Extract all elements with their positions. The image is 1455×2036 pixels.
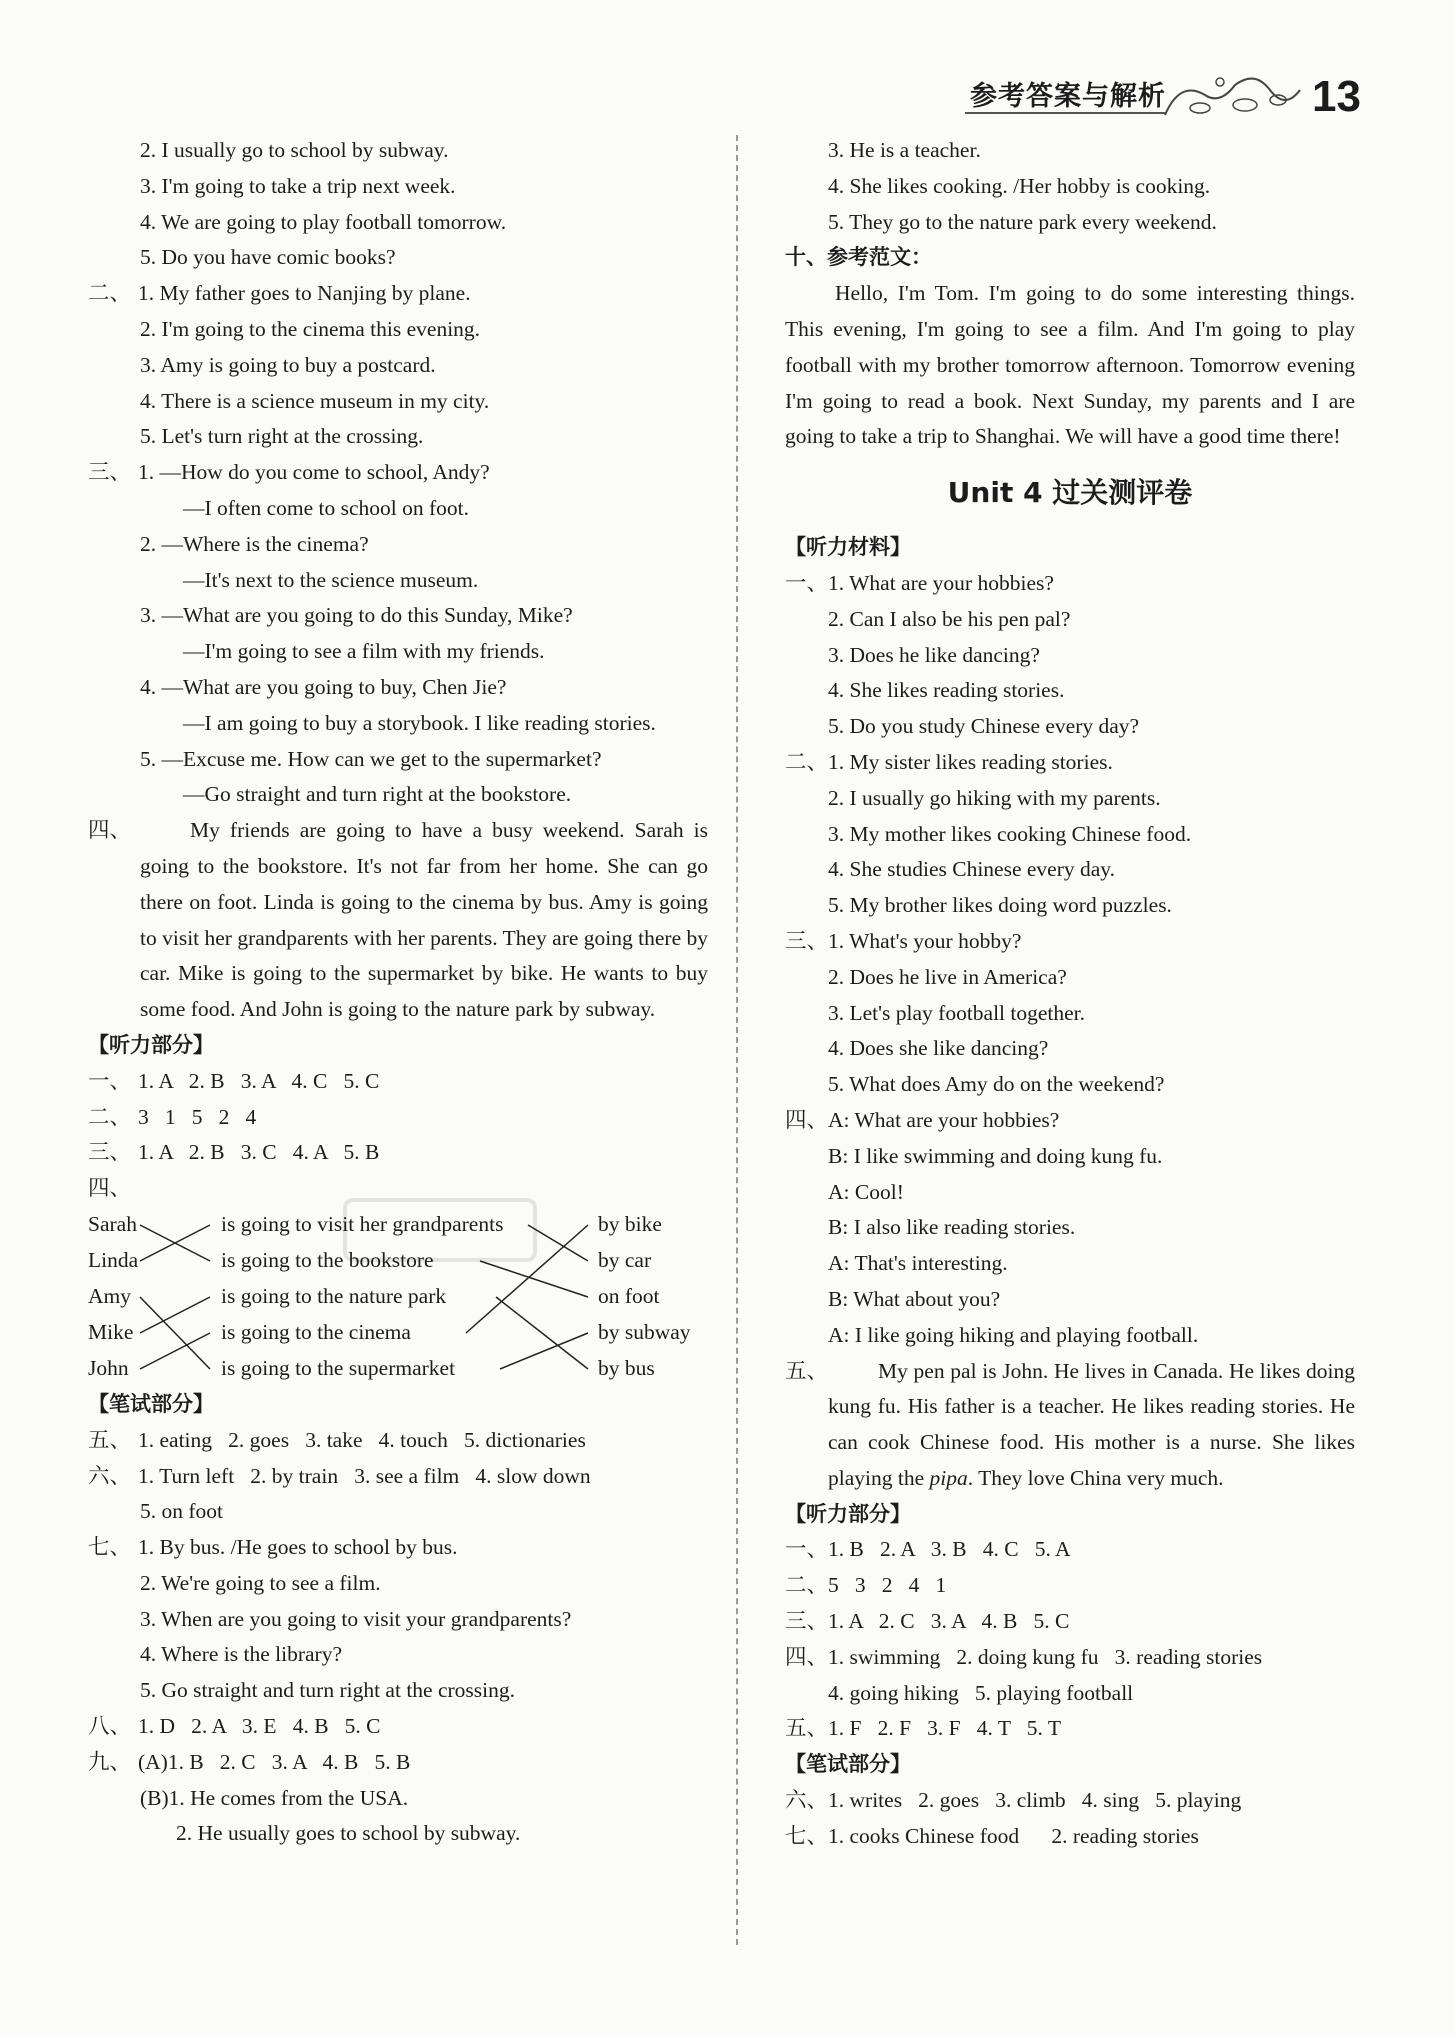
- script-line: 4. She studies Chinese every day.: [828, 857, 1116, 882]
- script-line: 5. My brother likes doing word puzzles.: [828, 893, 1172, 918]
- listening-section-header: 【听力部分】: [785, 1501, 911, 1526]
- script-line: 2. Does he live in America?: [828, 964, 1067, 989]
- dialogue-line: 1. —How do you come to school, Andy?: [138, 460, 490, 485]
- dialogue-line: 5. —Excuse me. How can we get to the supermarket?: [140, 746, 602, 771]
- dialogue-line: —I often come to school on foot.: [183, 495, 470, 520]
- answer-line: 2. I'm going to the cinema this evening.: [140, 316, 481, 341]
- section-marker: 一、: [88, 1068, 132, 1093]
- section-marker: 三、: [785, 1609, 829, 1634]
- match-name: John: [88, 1355, 129, 1380]
- section-marker: 四、: [785, 1644, 829, 1669]
- answer-line: 3. Amy is going to buy a postcard.: [140, 352, 436, 377]
- matching-exercise: [88, 1207, 708, 1387]
- column-divider: [736, 135, 738, 1945]
- answer-line: 4. going hiking 5. playing football: [828, 1680, 1134, 1705]
- answer-line: 2. He usually goes to school by subway.: [176, 1821, 521, 1846]
- answer-line: 5. Go straight and turn right at the crossing.: [140, 1678, 515, 1703]
- script-line: 4. Does she like dancing?: [828, 1036, 1049, 1061]
- written-section-header: 【笔试部分】: [88, 1391, 214, 1416]
- dialogue-line: A: Cool!: [828, 1179, 904, 1204]
- answer-line: 1. D 2. A 3. E 4. B 5. C: [138, 1714, 381, 1739]
- section-marker: 六、: [785, 1788, 829, 1813]
- match-phrase: is going to the bookstore: [221, 1247, 434, 1272]
- listening-section-header: 【听力部分】: [88, 1032, 214, 1057]
- script-line: 3. Let's play football together.: [828, 1000, 1086, 1025]
- dialogue-line: B: I like swimming and doing kung fu.: [828, 1143, 1163, 1168]
- page-number: 13: [1312, 72, 1361, 121]
- dialogue-line: —Go straight and turn right at the bookstore.: [183, 782, 572, 807]
- script-line: 1. What are your hobbies?: [828, 570, 1054, 595]
- answer-line: 5. on foot: [140, 1499, 224, 1524]
- script-line: 3. My mother likes cooking Chinese food.: [828, 821, 1192, 846]
- answer-line: 3. When are you going to visit your grandparents?: [140, 1606, 572, 1631]
- answer-line: 5 3 2 4 1: [828, 1573, 947, 1598]
- script-line: 2. Can I also be his pen pal?: [828, 606, 1071, 631]
- answer-line: 1. My father goes to Nanjing by plane.: [138, 281, 471, 306]
- answer-line: 5. Do you have comic books?: [140, 245, 396, 270]
- answer-line: 2. I usually go to school by subway.: [140, 138, 449, 162]
- answer-line: 1. A 2. C 3. A 4. B 5. C: [828, 1609, 1070, 1634]
- answer-line: 2. We're going to see a film.: [140, 1570, 381, 1595]
- match-phrase: is going to the nature park: [221, 1283, 447, 1308]
- answer-line: 1. A 2. B 3. C 4. A 5. B: [138, 1140, 380, 1165]
- answer-line: 1. eating 2. goes 3. take 4. touch 5. dictionaries: [138, 1427, 586, 1452]
- section-marker: 三、: [88, 460, 132, 485]
- dialogue-line: A: I like going hiking and playing football.: [828, 1322, 1199, 1347]
- answer-line: 1. F 2. F 3. F 4. T 5. T: [828, 1716, 1061, 1741]
- page-header: [0, 70, 1455, 130]
- section-marker: 四、: [785, 1107, 829, 1132]
- answer-line: 1. swimming 2. doing kung fu 3. reading stories: [828, 1644, 1263, 1669]
- answer-line: 1. writes 2. goes 3. climb 4. sing 5. playing: [828, 1788, 1242, 1813]
- section-marker: 五、: [785, 1716, 829, 1741]
- answer-line: 1. Turn left 2. by train 3. see a film 4. slow down: [138, 1463, 591, 1488]
- section-marker: 四、: [88, 1176, 132, 1201]
- section-marker: 二、: [785, 1573, 829, 1598]
- section-marker: 一、: [785, 1537, 829, 1562]
- dialogue-line: 4. —What are you going to buy, Chen Jie?: [140, 674, 507, 699]
- section-marker: 六、: [88, 1463, 132, 1488]
- dialogue-line: A: What are your hobbies?: [828, 1107, 1060, 1132]
- dialogue-line: —I am going to buy a storybook. I like reading stories.: [183, 710, 656, 735]
- answer-line: 3 1 5 2 4: [138, 1104, 257, 1129]
- match-name: Linda: [88, 1247, 139, 1272]
- answer-line: 1. By bus. /He goes to school by bus.: [138, 1535, 458, 1560]
- answer-line: 4. There is a science museum in my city.: [140, 388, 490, 413]
- dialogue-line: 2. —Where is the cinema?: [140, 531, 369, 556]
- match-phrase: is going to visit her grandparents: [221, 1211, 504, 1236]
- section-marker: 七、: [88, 1535, 132, 1560]
- passage-paragraph: My pen pal is John. He lives in Canada. He likes doing kung fu. His father is a teacher. He likes reading stories. He can cook Chinese food. His mother is a nurse. She likes playing the pipa. They love China very much.: [828, 1358, 1355, 1490]
- written-section-header: 【笔试部分】: [785, 1752, 911, 1777]
- sample-essay-title: 十、参考范文：: [785, 245, 932, 270]
- section-marker: 八、: [88, 1714, 132, 1739]
- dialogue-line: B: I also like reading stories.: [828, 1215, 1076, 1240]
- unit-title: Unit 4 过关测评卷: [947, 476, 1193, 510]
- match-transport: on foot: [598, 1283, 660, 1308]
- match-name: Mike: [88, 1319, 134, 1344]
- decorative-swirl-icon: [1160, 70, 1310, 125]
- answer-line: 1. B 2. A 3. B 4. C 5. A: [828, 1537, 1071, 1562]
- listening-material-header: 【听力材料】: [785, 535, 911, 560]
- passage-paragraph: My friends are going to have a busy weekend. Sarah is going to the bookstore. It's not far from her home. She can go there on foot. Linda is going to the cinema by bus. Amy is going to visit her grandparents with her parents. They are going there by car. Mike is going to the supermarket by bike. He wants to buy some food. And John is going to the nature park by subway.: [140, 818, 708, 1022]
- dialogue-line: B: What about you?: [828, 1286, 1001, 1311]
- script-line: 5. What does Amy do on the weekend?: [828, 1072, 1165, 1097]
- section-marker: 二、: [88, 281, 132, 306]
- answer-line: 5. They go to the nature park every weekend.: [828, 209, 1217, 234]
- section-marker: 三、: [785, 928, 829, 953]
- section-marker: 三、: [88, 1140, 132, 1165]
- section-marker: 四、: [88, 818, 132, 843]
- match-phrase: is going to the supermarket: [221, 1355, 456, 1380]
- sample-essay-paragraph: Hello, I'm Tom. I'm going to do some interesting things. This evening, I'm going to see a film. And I'm going to play football with my brother tomorrow afternoon. Tomorrow evening I'm going to read a book. Next Sunday, my parents and I are going to take a trip to Shanghai. We will have a good time there!: [785, 281, 1355, 449]
- answer-line: 3. He is a teacher.: [828, 138, 981, 162]
- answer-line: (A)1. B 2. C 3. A 4. B 5. B: [138, 1749, 411, 1774]
- section-marker: 五、: [88, 1427, 132, 1452]
- script-line: 5. Do you study Chinese every day?: [828, 714, 1140, 739]
- dialogue-line: A: That's interesting.: [828, 1251, 1008, 1276]
- section-marker: 五、: [785, 1358, 829, 1383]
- match-name: Sarah: [88, 1211, 137, 1236]
- answer-line: 4. Where is the library?: [140, 1642, 342, 1667]
- section-marker: 七、: [785, 1823, 829, 1848]
- answer-line: 1. A 2. B 3. A 4. C 5. C: [138, 1068, 380, 1093]
- left-column: [88, 133, 708, 1852]
- answer-line: 4. We are going to play football tomorrow.: [140, 209, 507, 234]
- match-transport: by bus: [598, 1355, 655, 1380]
- match-transport: by bike: [598, 1211, 662, 1236]
- script-line: 1. My sister likes reading stories.: [828, 749, 1113, 774]
- answer-line: (B)1. He comes from the USA.: [140, 1785, 409, 1810]
- section-marker: 二、: [88, 1104, 132, 1129]
- answer-line: 3. I'm going to take a trip next week.: [140, 173, 456, 198]
- answer-line: 1. cooks Chinese food 2. reading stories: [828, 1823, 1199, 1848]
- match-phrase: is going to the cinema: [221, 1319, 411, 1344]
- section-marker: 二、: [785, 749, 829, 774]
- script-line: 2. I usually go hiking with my parents.: [828, 785, 1161, 810]
- answer-line: 5. Let's turn right at the crossing.: [140, 424, 424, 449]
- right-column: [785, 133, 1355, 1855]
- dialogue-line: 3. —What are you going to do this Sunday, Mike?: [140, 603, 573, 628]
- section-marker: 九、: [88, 1749, 132, 1774]
- script-line: 1. What's your hobby?: [828, 928, 1022, 953]
- script-line: 3. Does he like dancing?: [828, 642, 1040, 667]
- dialogue-line: —I'm going to see a film with my friends.: [183, 639, 545, 664]
- script-line: 4. She likes reading stories.: [828, 678, 1065, 703]
- match-transport: by subway: [598, 1319, 691, 1344]
- header-underline: [965, 112, 1165, 114]
- dialogue-line: —It's next to the science museum.: [183, 567, 479, 592]
- answer-line: 4. She likes cooking. /Her hobby is cooking.: [828, 173, 1211, 198]
- header-title: 参考答案与解析: [970, 81, 1166, 112]
- match-name: Amy: [88, 1283, 131, 1308]
- match-transport: by car: [598, 1247, 652, 1272]
- section-marker: 一、: [785, 570, 829, 595]
